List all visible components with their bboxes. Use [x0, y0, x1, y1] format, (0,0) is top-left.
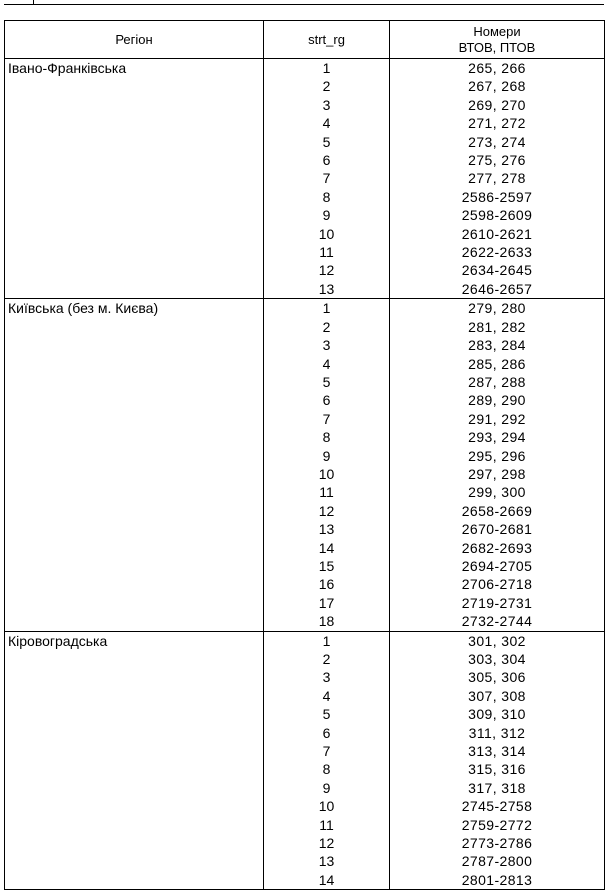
table-row	[5, 742, 605, 760]
region-empty-cell	[5, 502, 264, 520]
ids-cell: 265, 266	[390, 59, 605, 78]
table-row	[5, 797, 605, 815]
strt-rg-cell: 14	[264, 871, 390, 890]
table-row	[5, 133, 605, 151]
ids-cell: 305, 306	[390, 668, 605, 686]
table-row	[5, 650, 605, 668]
region-name-cell: Івано-Франківська	[5, 59, 264, 78]
strt-rg-cell: 13	[264, 520, 390, 538]
strt-rg-cell: 5	[264, 133, 390, 151]
region-empty-cell	[5, 797, 264, 815]
table-row	[5, 77, 605, 95]
ids-cell: 2634-2645	[390, 261, 605, 279]
ids-cell: 301, 302	[390, 631, 605, 650]
region-empty-cell	[5, 428, 264, 446]
ids-cell: 317, 318	[390, 779, 605, 797]
region-table	[4, 20, 605, 890]
ids-cell: 2801-2813	[390, 871, 605, 890]
region-empty-cell	[5, 852, 264, 870]
region-empty-cell	[5, 77, 264, 95]
ids-cell: 2787-2800	[390, 852, 605, 870]
table-row	[5, 502, 605, 520]
region-empty-cell	[5, 96, 264, 114]
region-empty-cell	[5, 391, 264, 409]
table-row	[5, 816, 605, 834]
strt-rg-cell: 8	[264, 428, 390, 446]
ids-cell: 271, 272	[390, 114, 605, 132]
table-row	[5, 760, 605, 778]
table-row	[5, 318, 605, 336]
table-row	[5, 483, 605, 501]
region-empty-cell	[5, 668, 264, 686]
strt-rg-cell: 2	[264, 318, 390, 336]
table-row	[5, 243, 605, 261]
table-row	[5, 834, 605, 852]
table-row	[5, 520, 605, 538]
table-row	[5, 261, 605, 279]
strt-rg-cell: 4	[264, 114, 390, 132]
ids-cell: 293, 294	[390, 428, 605, 446]
region-empty-cell	[5, 447, 264, 465]
header-region: Регіон	[5, 21, 264, 59]
region-empty-cell	[5, 575, 264, 593]
ids-cell: 313, 314	[390, 742, 605, 760]
table-row	[5, 779, 605, 797]
ids-cell: 289, 290	[390, 391, 605, 409]
table-row	[5, 668, 605, 686]
ids-cell: 2732-2744	[390, 612, 605, 631]
region-empty-cell	[5, 373, 264, 391]
region-empty-cell	[5, 483, 264, 501]
table-row	[5, 852, 605, 870]
region-empty-cell	[5, 465, 264, 483]
ids-cell: 2598-2609	[390, 206, 605, 224]
region-empty-cell	[5, 133, 264, 151]
region-empty-cell	[5, 336, 264, 354]
table-row	[5, 299, 605, 318]
ids-cell: 303, 304	[390, 650, 605, 668]
strt-rg-cell: 10	[264, 797, 390, 815]
ids-cell: 307, 308	[390, 687, 605, 705]
region-empty-cell	[5, 742, 264, 760]
table-row	[5, 355, 605, 373]
strt-rg-cell: 14	[264, 539, 390, 557]
table-row	[5, 575, 605, 593]
strt-rg-cell: 4	[264, 355, 390, 373]
strt-rg-cell: 2	[264, 77, 390, 95]
ids-cell: 2706-2718	[390, 575, 605, 593]
table-row	[5, 206, 605, 224]
ids-cell: 2759-2772	[390, 816, 605, 834]
strt-rg-cell: 13	[264, 852, 390, 870]
strt-rg-cell: 9	[264, 206, 390, 224]
ids-cell: 269, 270	[390, 96, 605, 114]
region-empty-cell	[5, 539, 264, 557]
region-empty-cell	[5, 169, 264, 187]
table-row	[5, 539, 605, 557]
strt-rg-cell: 12	[264, 834, 390, 852]
strt-rg-cell: 5	[264, 373, 390, 391]
ids-cell: 299, 300	[390, 483, 605, 501]
ids-cell: 275, 276	[390, 151, 605, 169]
ids-cell: 291, 292	[390, 410, 605, 428]
table-row	[5, 151, 605, 169]
strt-rg-cell: 9	[264, 447, 390, 465]
table-row	[5, 188, 605, 206]
table-row	[5, 612, 605, 631]
header-ids-line2: ВТОВ, ПТОВ	[458, 39, 536, 55]
region-empty-cell	[5, 779, 264, 797]
strt-rg-cell: 8	[264, 188, 390, 206]
strt-rg-cell: 3	[264, 96, 390, 114]
region-empty-cell	[5, 594, 264, 612]
ids-cell: 2719-2731	[390, 594, 605, 612]
region-empty-cell	[5, 243, 264, 261]
strt-rg-cell: 7	[264, 410, 390, 428]
strt-rg-cell: 18	[264, 612, 390, 631]
table-row	[5, 428, 605, 446]
region-empty-cell	[5, 650, 264, 668]
strt-rg-cell: 6	[264, 391, 390, 409]
region-name-cell: Кіровоградська	[5, 631, 264, 650]
strt-rg-cell: 3	[264, 668, 390, 686]
top-rule	[4, 4, 604, 5]
ids-cell: 309, 310	[390, 705, 605, 723]
strt-rg-cell: 5	[264, 705, 390, 723]
region-empty-cell	[5, 261, 264, 279]
table-row	[5, 447, 605, 465]
ids-cell: 315, 316	[390, 760, 605, 778]
table-row	[5, 169, 605, 187]
ids-cell: 2773-2786	[390, 834, 605, 852]
strt-rg-cell: 15	[264, 557, 390, 575]
strt-rg-cell: 1	[264, 631, 390, 650]
table-row	[5, 373, 605, 391]
ids-cell: 2646-2657	[390, 280, 605, 299]
strt-rg-cell: 12	[264, 502, 390, 520]
strt-rg-cell: 7	[264, 169, 390, 187]
strt-rg-cell: 6	[264, 151, 390, 169]
region-empty-cell	[5, 410, 264, 428]
region-empty-cell	[5, 114, 264, 132]
region-name-cell: Київська (без м. Києва)	[5, 299, 264, 318]
header-ids	[390, 21, 605, 59]
region-empty-cell	[5, 188, 264, 206]
table-row	[5, 871, 605, 890]
ids-cell: 311, 312	[390, 724, 605, 742]
table-row	[5, 631, 605, 650]
ids-cell: 2682-2693	[390, 539, 605, 557]
ids-cell: 2694-2705	[390, 557, 605, 575]
region-empty-cell	[5, 225, 264, 243]
ids-cell: 2745-2758	[390, 797, 605, 815]
table-header	[5, 21, 605, 59]
region-empty-cell	[5, 705, 264, 723]
strt-rg-cell: 11	[264, 816, 390, 834]
region-empty-cell	[5, 871, 264, 890]
ids-cell: 281, 282	[390, 318, 605, 336]
region-empty-cell	[5, 612, 264, 631]
table-row	[5, 336, 605, 354]
strt-rg-cell: 1	[264, 59, 390, 78]
table-row	[5, 114, 605, 132]
strt-rg-cell: 1	[264, 299, 390, 318]
ids-cell: 273, 274	[390, 133, 605, 151]
strt-rg-cell: 7	[264, 742, 390, 760]
table-row	[5, 96, 605, 114]
header-ids-line1: Номери	[473, 23, 521, 39]
strt-rg-cell: 17	[264, 594, 390, 612]
region-empty-cell	[5, 355, 264, 373]
ids-cell: 283, 284	[390, 336, 605, 354]
ids-cell: 297, 298	[390, 465, 605, 483]
strt-rg-cell: 11	[264, 243, 390, 261]
table-row	[5, 59, 605, 78]
ids-cell: 295, 296	[390, 447, 605, 465]
strt-rg-cell: 16	[264, 575, 390, 593]
region-empty-cell	[5, 520, 264, 538]
table-row	[5, 280, 605, 299]
region-empty-cell	[5, 760, 264, 778]
strt-rg-cell: 10	[264, 225, 390, 243]
strt-rg-cell: 12	[264, 261, 390, 279]
ids-cell: 267, 268	[390, 77, 605, 95]
strt-rg-cell: 13	[264, 280, 390, 299]
strt-rg-cell: 4	[264, 687, 390, 705]
ids-cell: 287, 288	[390, 373, 605, 391]
ids-cell: 2622-2633	[390, 243, 605, 261]
region-empty-cell	[5, 834, 264, 852]
strt-rg-cell: 3	[264, 336, 390, 354]
strt-rg-cell: 8	[264, 760, 390, 778]
table-row	[5, 705, 605, 723]
table-row	[5, 594, 605, 612]
ids-cell: 2670-2681	[390, 520, 605, 538]
strt-rg-cell: 6	[264, 724, 390, 742]
strt-rg-cell: 10	[264, 465, 390, 483]
region-empty-cell	[5, 816, 264, 834]
ids-cell: 2658-2669	[390, 502, 605, 520]
region-empty-cell	[5, 151, 264, 169]
table-body	[5, 59, 605, 890]
table-row	[5, 557, 605, 575]
ids-cell: 285, 286	[390, 355, 605, 373]
table-row	[5, 225, 605, 243]
table-row	[5, 724, 605, 742]
region-empty-cell	[5, 557, 264, 575]
strt-rg-cell: 9	[264, 779, 390, 797]
region-empty-cell	[5, 687, 264, 705]
table-row	[5, 687, 605, 705]
table-row	[5, 391, 605, 409]
region-empty-cell	[5, 206, 264, 224]
ids-cell: 277, 278	[390, 169, 605, 187]
table-row	[5, 465, 605, 483]
header-strt-rg: strt_rg	[264, 21, 390, 59]
table-row	[5, 410, 605, 428]
region-empty-cell	[5, 280, 264, 299]
strt-rg-cell: 2	[264, 650, 390, 668]
ids-cell: 279, 280	[390, 299, 605, 318]
strt-rg-cell: 11	[264, 483, 390, 501]
region-empty-cell	[5, 318, 264, 336]
ids-cell: 2586-2597	[390, 188, 605, 206]
region-empty-cell	[5, 724, 264, 742]
ids-cell: 2610-2621	[390, 225, 605, 243]
